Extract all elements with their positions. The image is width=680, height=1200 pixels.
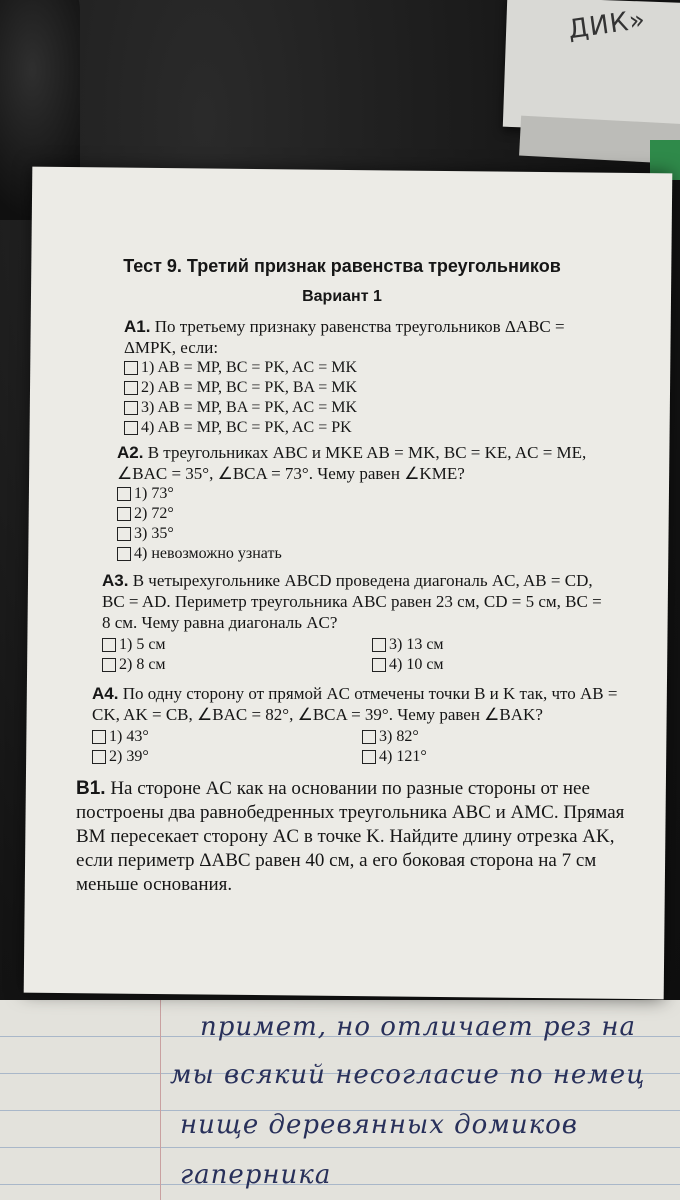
checkbox[interactable] <box>117 547 131 561</box>
checkbox[interactable] <box>102 658 116 672</box>
answer-option[interactable]: 4) AB = MP, BC = PK, AC = PK <box>124 418 604 438</box>
handwriting-line: нище деревянных домиков <box>180 1110 578 1140</box>
question-a4 <box>92 683 632 767</box>
checkbox[interactable] <box>102 638 116 652</box>
checkbox[interactable] <box>124 361 138 375</box>
question-text: На стороне AC как на основании по разные стороны от нее построены два равнобедренных треугольника ABC и AMC. Прямая BM пересекает сторону AC в точке K. Найдите длину отрезка AK, если периметр ΔABC равен 40 см, а его боковая сторона на 7 см меньше основания. <box>76 778 625 895</box>
question-label: А1. <box>124 317 151 336</box>
answer-option[interactable]: 1) 5 см <box>102 635 372 655</box>
answer-option[interactable]: 4) 10 см <box>372 655 572 675</box>
question-text: В четырехугольнике ABCD проведена диагональ AC, AB = CD, BC = AD. Периметр треугольника ABC равен 23 см, CD = 5 см, BC = 8 см. Чему равна диагональ AC? <box>102 571 602 632</box>
answer-option[interactable]: 4) невозможно узнать <box>117 544 597 564</box>
question-a1 <box>124 316 604 438</box>
handwriting-line: гаперника <box>180 1160 332 1190</box>
handwriting-line: примет, но отличает рез на <box>200 1012 636 1042</box>
question-label: А2. <box>117 443 144 462</box>
checkbox[interactable] <box>362 750 376 764</box>
answer-option[interactable]: 1) 43° <box>92 727 362 747</box>
checkbox[interactable] <box>117 507 131 521</box>
answer-option[interactable]: 3) 35° <box>117 524 597 544</box>
test-content <box>62 255 662 897</box>
page-title: Тест 9. Третий признак равенства треугольников <box>123 256 561 276</box>
question-label: А3. <box>102 571 129 590</box>
answer-option[interactable]: 2) 39° <box>92 747 362 767</box>
answer-option[interactable]: 2) AB = MP, BC = PK, BA = MK <box>124 378 604 398</box>
question-a3 <box>102 570 612 675</box>
answer-option[interactable]: 1) AB = MP, BC = PK, AC = MK <box>124 358 604 378</box>
checkbox[interactable] <box>117 487 131 501</box>
variant-label: Вариант 1 <box>302 288 382 305</box>
checkbox[interactable] <box>372 658 386 672</box>
question-text: В треугольниках ABC и MKE AB = MK, BC = KE, AC = ME, ∠BAC = 35°, ∠BCA = 73°. Чему равен ∠KME? <box>117 443 587 483</box>
checkbox[interactable] <box>124 401 138 415</box>
checkbox[interactable] <box>362 730 376 744</box>
checkbox[interactable] <box>92 750 106 764</box>
question-label: А4. <box>92 684 119 703</box>
checkbox[interactable] <box>92 730 106 744</box>
answer-option[interactable]: 2) 8 см <box>102 655 372 675</box>
question-b1 <box>76 777 656 897</box>
checkbox[interactable] <box>372 638 386 652</box>
answer-option[interactable]: 4) 121° <box>362 747 562 767</box>
question-text: По одну сторону от прямой AC отмечены точки B и K так, что AB = CK, AK = CB, ∠BAC = 82°, ∠BCA = 39°. Чему равен ∠BAK? <box>92 684 618 724</box>
question-text: По третьему признаку равенства треугольников ΔABC = ΔMPK, если: <box>124 317 565 357</box>
notebook-margin-line <box>160 1000 161 1200</box>
question-a2 <box>117 442 597 564</box>
checkbox[interactable] <box>124 381 138 395</box>
answer-option[interactable]: 3) 82° <box>362 727 562 747</box>
checkbox[interactable] <box>117 527 131 541</box>
answer-option[interactable]: 2) 72° <box>117 504 597 524</box>
checkbox[interactable] <box>124 421 138 435</box>
answer-option[interactable]: 3) 13 см <box>372 635 572 655</box>
question-label: В1. <box>76 778 106 799</box>
answer-option[interactable]: 3) AB = MP, BA = PK, AC = MK <box>124 398 604 418</box>
booklet-lettering: ДИК» <box>566 4 648 46</box>
answer-option[interactable]: 1) 73° <box>117 484 597 504</box>
handwriting-line: мы всякий несогласие по немец <box>170 1060 646 1090</box>
